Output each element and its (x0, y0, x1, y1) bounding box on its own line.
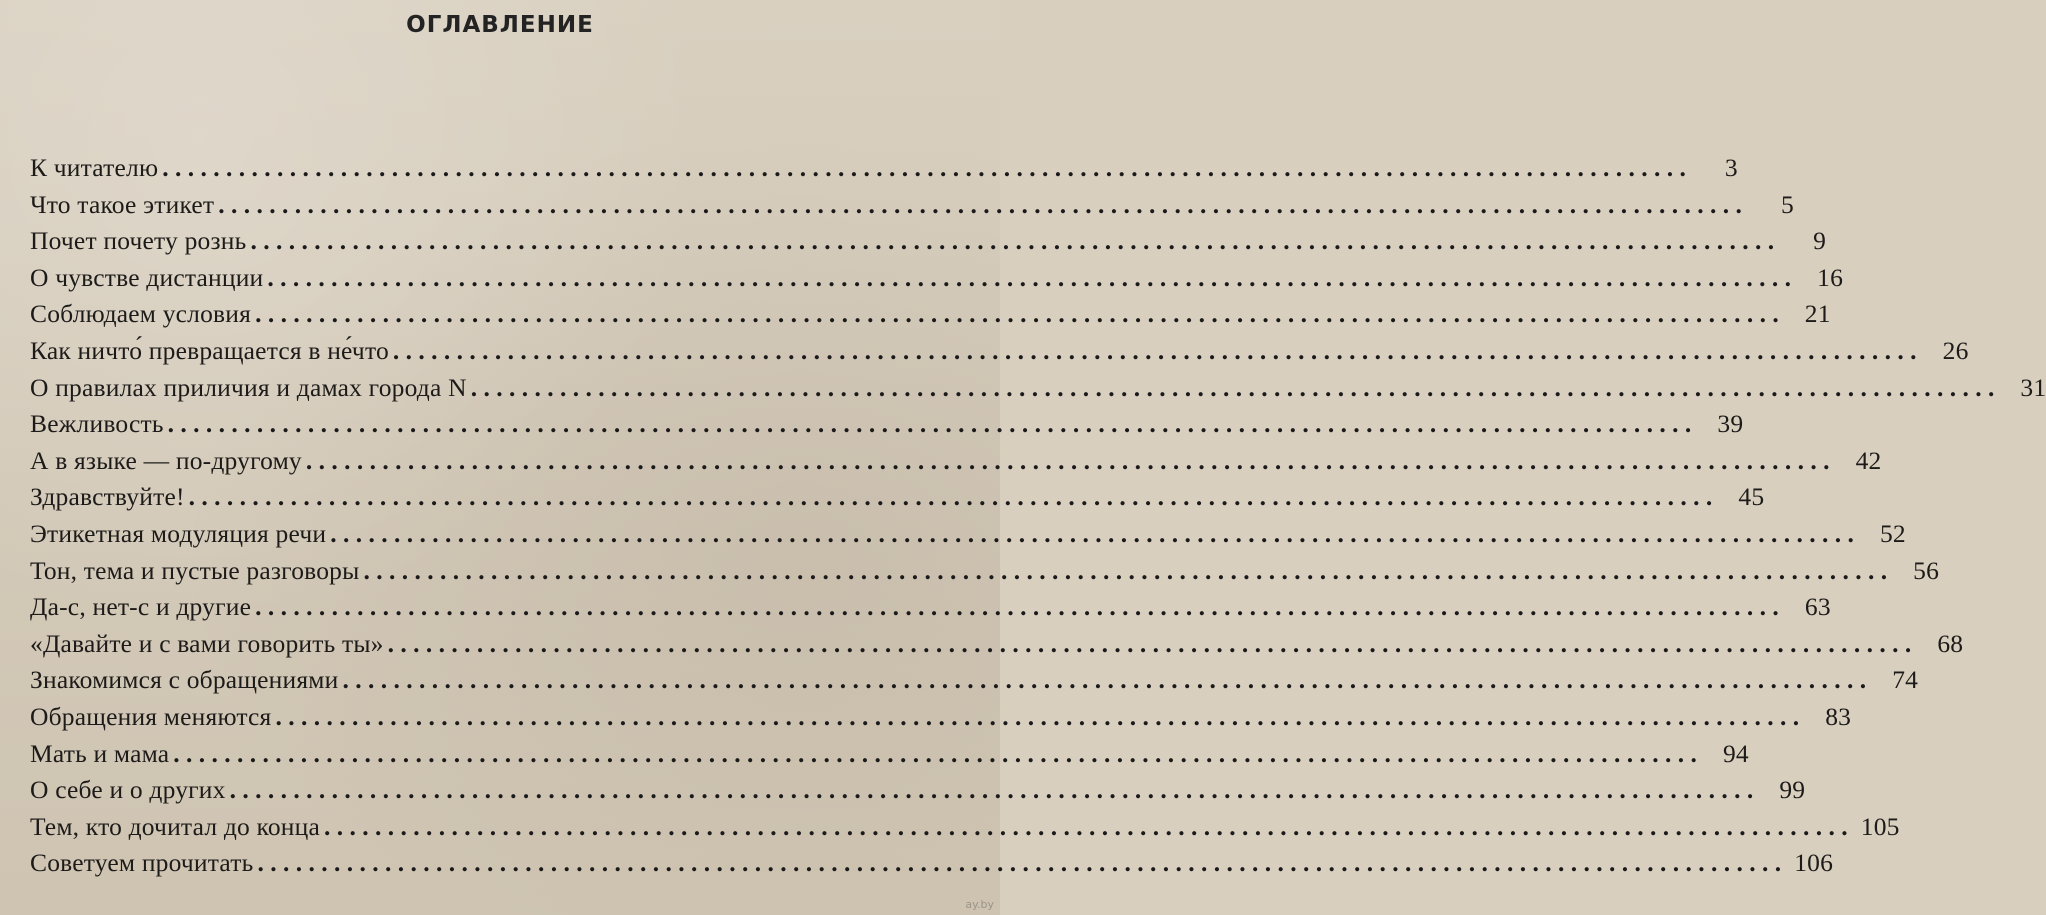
toc-entry-title: А в языке — по-другому (30, 445, 302, 475)
toc-entry-title: «Давайте и с вами говорить ты» (30, 628, 384, 658)
dot-leader: . . . . . . . . . . . . . . . . . . . . . . . . . . . . . . . . . . . . . . . . . . . . . . . . . . . . . . . . . . . . . . . . . . . . . . . . . . . . . . . . . . . . . . . . . . . . . . . . . . . . . . . . . . . . . . . . . . . . . . . . (363, 555, 1888, 585)
toc-entry-page-number: 83 (1825, 701, 1852, 731)
toc-entry-page-number: 39 (1717, 409, 1744, 439)
toc-entry-title: Мать и мама (30, 738, 170, 768)
toc-entry-title: Тон, тема и пустые разговоры (30, 555, 360, 585)
toc-entry-page-number: 56 (1913, 555, 1940, 585)
toc-entry-title: О себе и о других (30, 775, 226, 805)
toc-entry (30, 333, 1969, 370)
toc-entry-page-number: 94 (1722, 738, 1749, 768)
toc-entry-page-number: 63 (1804, 592, 1831, 622)
toc-entry (30, 187, 1794, 224)
toc-entry (30, 479, 1765, 516)
toc-entry-page-number: 3 (1724, 153, 1738, 182)
toc-entry-title: К читателю (30, 153, 159, 182)
toc-entry-title: Соблюдаем условия (30, 299, 252, 329)
toc-entry (30, 699, 1852, 736)
dot-leader: . . . . . . . . . . . . . . . . . . . . . . . . . . . . . . . . . . . . . . . . . . . . . . . . . . . . . . . . . . . . . . . . . . . . . . . . . . . . . . . . . . . . . . . . . . . . . . . . . . . . . . . . . . . . . . . . . . . . . . . . (305, 445, 1830, 475)
toc-entry (30, 626, 1964, 663)
dot-leader: . . . . . . . . . . . . . . . . . . . . . . . . . . . . . . . . . . . . . . . . . . . . . . . . . . . . . . . . . . . . . . . . . . . . . . . . . . . . . . . . . . . . . . . . . . . . . . . . . . . . . . . . . . . . . . . . . . . . . . . . (229, 775, 1754, 805)
toc-entry-page-number: 26 (1942, 335, 1969, 365)
toc-entry-title: Советуем прочитать (30, 848, 254, 878)
toc-entry-page-number: 5 (1780, 189, 1794, 219)
toc-entry-title: Здравствуйте! (30, 482, 185, 512)
dot-leader: . . . . . . . . . . . . . . . . . . . . . . . . . . . . . . . . . . . . . . . . . . . . . . . . . . . . . . . . . . . . . . . . . . . . . . . . . . . . . . . . . . . . . . . . . . . . . . . . . . . . . . . . . . . . . . . . . . . . . . . . (250, 226, 1775, 256)
toc-entry-title: О правилах приличия и дамах города N (30, 372, 467, 402)
dot-leader: . . . . . . . . . . . . . . . . . . . . . . . . . . . . . . . . . . . . . . . . . . . . . . . . . . . . . . . . . . . . . . . . . . . . . . . . . . . . . . . . . . . . . . . . . . . . . . . . . . . . . . . . . . . . . . . . . . . . . . . . (392, 335, 1917, 365)
toc-entry-page-number: 21 (1804, 299, 1831, 329)
watermark: ay.by (965, 898, 994, 911)
toc-entry-page-number: 31 (2020, 372, 2046, 402)
toc-entry-page-number: 42 (1855, 445, 1882, 475)
toc-entry-title: Почет почету рознь (30, 226, 247, 256)
toc-entry (30, 406, 1744, 443)
dot-leader: . . . . . . . . . . . . . . . . . . . . . . . . . . . . . . . . . . . . . . . . . . . . . . . . . . . . . . . . . . . . . . . . . . . . . . . . . . . . . . . . . . . . . . . . . . . . . . . . . . . . . . . . . . . . . . . . . . . . . . . . (188, 482, 1713, 512)
dot-leader: . . . . . . . . . . . . . . . . . . . . . . . . . . . . . . . . . . . . . . . . . . . . . . . . . . . . . . . . . . . . . . . . . . . . . . . . . . . . . . . . . . . . . . . . . . . . . . . . . . . . . . . . . . . . . . . . . . . . . . . . (342, 665, 1867, 695)
dot-leader: . . . . . . . . . . . . . . . . . . . . . . . . . . . . . . . . . . . . . . . . . . . . . . . . . . . . . . . . . . . . . . . . . . . . . . . . . . . . . . . . . . . . . . . . . . . . . . . . . . . . . . . . . . . . . . . . . . . . . . . . (257, 848, 1782, 878)
toc-entry (30, 370, 2046, 407)
toc-entry (30, 662, 1919, 699)
toc-entry-page-number: 45 (1738, 482, 1765, 512)
toc-entry-title: Обращения меняются (30, 701, 272, 731)
toc-entry-title: Тем, кто дочитал до конца (30, 811, 320, 841)
toc-entry-page-number: 74 (1892, 665, 1919, 695)
toc-entry (30, 553, 1940, 590)
toc-entry-title: Этикетная модуляция речи (30, 518, 327, 548)
dot-leader: . . . . . . . . . . . . . . . . . . . . . . . . . . . . . . . . . . . . . . . . . . . . . . . . . . . . . . . . . . . . . . . . . . . . . . . . . . . . . . . . . . . . . . . . . . . . . . . . . . . . . . . . . . . . . . . . . . . . . . . . (387, 628, 1912, 658)
toc-entry-title: Вежливость (30, 409, 164, 439)
toc-entry (30, 736, 1749, 773)
toc-entry (30, 845, 1834, 882)
toc-entry (30, 443, 1882, 480)
dot-leader: . . . . . . . . . . . . . . . . . . . . . . . . . . . . . . . . . . . . . . . . . . . . . . . . . . . . . . . . . . . . . . . . . . . . . . . . . . . . . . . . . . . . . . . . . . . . . . . . . . . . . . . . . . . . . . . . . . . . . . . . (255, 299, 1779, 329)
toc-entry (30, 772, 1806, 809)
toc-entry-page-number: 68 (1937, 628, 1964, 658)
page-title: ОГЛАВЛЕНИЕ (406, 12, 594, 38)
toc-entry-title: Как ничто́ превращается в не́что (30, 335, 389, 365)
dot-leader: . . . . . . . . . . . . . . . . . . . . . . . . . . . . . . . . . . . . . . . . . . . . . . . . . . . . . . . . . . . . . . . . . . . . . . . . . . . . . . . . . . . . . . . . . . . . . . . . . . . . . . . . . . . . . . . . . . . . . . . . (173, 738, 1697, 768)
toc-entry-title: Что такое этикет (30, 189, 215, 219)
dot-leader: . . . . . . . . . . . . . . . . . . . . . . . . . . . . . . . . . . . . . . . . . . . . . . . . . . . . . . . . . . . . . . . . . . . . . . . . . . . . . . . . . . . . . . . . . . . . . . . . . . . . . . . . . . . . . . . . . . . . . . . . (275, 701, 1800, 731)
toc-entry (30, 260, 1844, 297)
toc-entry-page-number: 9 (1813, 226, 1827, 256)
toc-entry (30, 516, 1906, 553)
dot-leader: . . . . . . . . . . . . . . . . . . . . . . . . . . . . . . . . . . . . . . . . . . . . . . . . . . . . . . . . . . . . . . . . . . . . . . . . . . . . . . . . . . . . . . . . . . . . . . . . . . . . . . . . . . . . . . . . . . . . . . . . (323, 811, 1848, 841)
toc-entry-title: О чувстве дистанции (30, 262, 264, 292)
dot-leader: . . . . . . . . . . . . . . . . . . . . . . . . . . . . . . . . . . . . . . . . . . . . . . . . . . . . . . . . . . . . . . . . . . . . . . . . . . . . . . . . . . . . . . . . . . . . . . . . . . . . . . . . . . . . . . . . . . . . . . . . (162, 153, 1686, 182)
dot-leader: . . . . . . . . . . . . . . . . . . . . . . . . . . . . . . . . . . . . . . . . . . . . . . . . . . . . . . . . . . . . . . . . . . . . . . . . . . . . . . . . . . . . . . . . . . . . . . . . . . . . . . . . . . . . . . . . . . . . . . . . (167, 409, 1692, 439)
toc-entry-page-number: 105 (1860, 811, 1900, 841)
toc-entry (30, 589, 1831, 626)
dot-leader: . . . . . . . . . . . . . . . . . . . . . . . . . . . . . . . . . . . . . . . . . . . . . . . . . . . . . . . . . . . . . . . . . . . . . . . . . . . . . . . . . . . . . . . . . . . . . . . . . . . . . . . . . . . . . . . . . . . . . . . . (218, 189, 1742, 219)
toc-entry-title: Да-с, нет-с и другие (30, 592, 252, 622)
toc-entry-page-number: 52 (1879, 518, 1906, 548)
toc-entry-page-number: 99 (1779, 775, 1806, 805)
dot-leader: . . . . . . . . . . . . . . . . . . . . . . . . . . . . . . . . . . . . . . . . . . . . . . . . . . . . . . . . . . . . . . . . . . . . . . . . . . . . . . . . . . . . . . . . . . . . . . . . . . . . . . . . . . . . . . . . . . . . . . . . (255, 592, 1779, 622)
toc-entry-page-number: 106 (1794, 848, 1834, 878)
dot-leader: . . . . . . . . . . . . . . . . . . . . . . . . . . . . . . . . . . . . . . . . . . . . . . . . . . . . . . . . . . . . . . . . . . . . . . . . . . . . . . . . . . . . . . . . . . . . . . . . . . . . . . . . . . . . . . . . . . . . . . . . (330, 518, 1854, 548)
toc-entry (30, 809, 1900, 846)
toc-entry (30, 150, 1738, 187)
dot-leader: . . . . . . . . . . . . . . . . . . . . . . . . . . . . . . . . . . . . . . . . . . . . . . . . . . . . . . . . . . . . . . . . . . . . . . . . . . . . . . . . . . . . . . . . . . . . . . . . . . . . . . . . . . . . . . . . . . . . . . . . (267, 262, 1792, 292)
table-of-contents (30, 150, 2046, 882)
toc-entry-page-number: 16 (1817, 262, 1844, 292)
toc-entry (30, 223, 1827, 260)
toc-entry (30, 296, 1831, 333)
toc-entry-title: Знакомимся с обращениями (30, 665, 339, 695)
dot-leader: . . . . . . . . . . . . . . . . . . . . . . . . . . . . . . . . . . . . . . . . . . . . . . . . . . . . . . . . . . . . . . . . . . . . . . . . . . . . . . . . . . . . . . . . . . . . . . . . . . . . . . . . . . . . . . . . . . . . . . . . (470, 372, 1995, 402)
